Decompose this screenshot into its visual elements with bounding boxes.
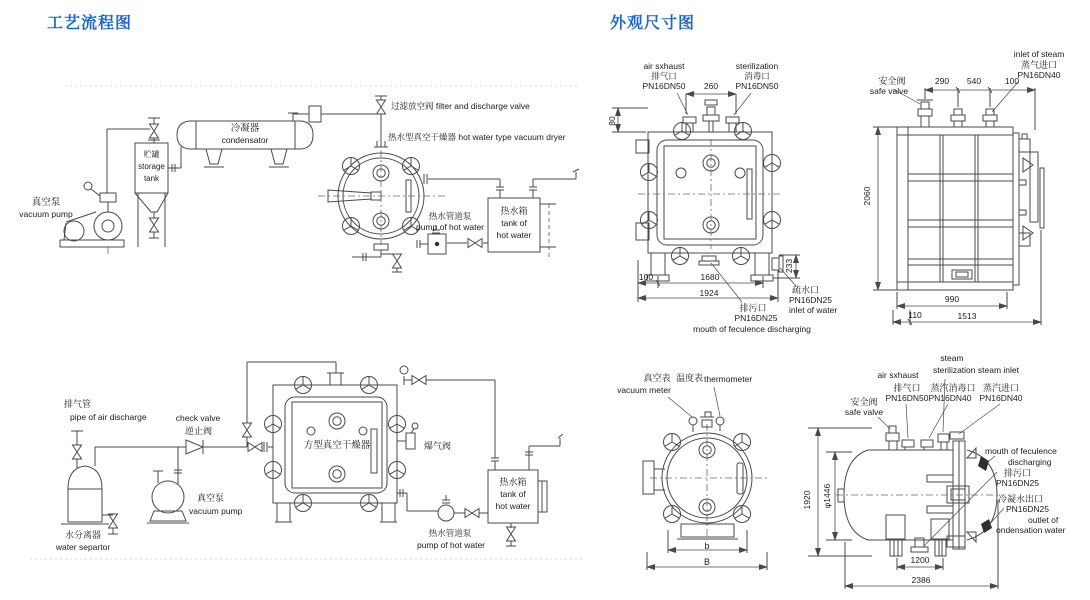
label-storage-tank-en2: tank	[143, 174, 160, 183]
label-rs-condensation-cn: 冷凝水出口	[998, 494, 1044, 504]
label-vacuum-pump2-en: vacuum pump	[189, 506, 243, 516]
label-fv-drain-cn: 疏水口	[792, 285, 820, 295]
section-title-dimensions: 外观尺寸图	[610, 15, 696, 32]
dim-sv-990: 990	[944, 294, 960, 304]
air-discharge-symbol	[71, 431, 83, 468]
label-fv-blowdown-en: mouth of feculence discharging	[693, 324, 811, 334]
label-rs-condensation-en2: ondensation water	[996, 525, 1066, 535]
label-storage-tank-en1: storage	[138, 162, 165, 171]
label-rs-safe-valve-en: safe valve	[844, 407, 884, 417]
label-condensator-cn: 冷凝器	[230, 123, 260, 134]
label-hot-water-tank-en2: hot water	[496, 230, 532, 240]
label-fv-sterilization-en: sterilization	[735, 61, 779, 71]
label-hot-water-tank-en1: tank of	[501, 218, 527, 228]
label-rs-air-exhaust-cn: 排气口	[893, 383, 921, 393]
label-fv-blowdown-cn: 排污口	[739, 303, 767, 313]
dryer-inlet-valves-symbol	[243, 362, 337, 452]
label-rs-feculence-cn: 排污口	[1004, 468, 1032, 478]
label-sv-steam-inlet-cn: 蒸气进口	[1020, 60, 1057, 70]
dim-sv-540: 540	[966, 76, 982, 86]
label-fv-air-exhaust-pn: PN16DN50	[642, 81, 686, 91]
label-fv-air-exhaust-en: air sxhaust	[643, 61, 685, 71]
dim-sv-100: 100	[1004, 76, 1020, 86]
label-sv-safe-valve-cn: 安全阀	[878, 76, 906, 86]
label-sv-steam-inlet-pn: PN16DN40	[1017, 70, 1061, 80]
label-hot-water-tank2-cn: 热水箱	[499, 477, 527, 487]
section-title-process-flow: 工艺流程图	[47, 15, 133, 32]
label-fv-drain-en: inlet of water	[789, 305, 838, 315]
vacuum-pump2-symbol	[147, 447, 189, 523]
label-rs-air-exhaust-en: air sxhaust	[877, 370, 919, 380]
check-valve-symbol	[95, 440, 247, 454]
dim-sv-110: 110	[908, 310, 922, 320]
label-vacuum-pump2-cn: 真空泵	[197, 493, 225, 503]
filter-discharge-valve-symbol	[293, 96, 387, 147]
label-hot-water-pump-cn: 热水管道泵	[428, 211, 472, 221]
dim-front-view	[612, 93, 800, 302]
dim-rs-2386: 2386	[911, 575, 931, 585]
label-rf-vacuum-meter-cn: 真空表	[643, 373, 671, 383]
label-rf-vacuum-meter-en: vacuum meter	[617, 385, 671, 395]
label-rs-steam-ster-cn: 蒸汽消毒口	[930, 383, 976, 393]
label-water-separator-en: water separtor	[55, 542, 111, 552]
dim-fv-1680: 1680	[700, 272, 720, 282]
label-aeration-valve-cn: 爆气阀	[424, 441, 452, 451]
dim-fv-100: 100	[638, 272, 654, 282]
label-check-valve-en: check valve	[175, 413, 221, 423]
label-rs-steam1: steam	[940, 353, 964, 363]
label-rs-air-exhaust-pn: PN16DN50	[885, 393, 929, 403]
dim-sv-1513: 1513	[957, 311, 977, 321]
dim-sv-2060: 2060	[862, 186, 873, 206]
label-hot-water-tank2-en2: hot water	[495, 501, 531, 511]
label-hot-water-pump2-en: pump of hot water	[416, 540, 486, 550]
label-air-pipe-en: pipe of air discharge	[70, 412, 147, 422]
label-filter-valve: 过滤放空阀 filter and discharge valve	[391, 101, 530, 111]
relief-elbow-symbol	[400, 366, 499, 470]
label-rs-feculence-en1: mouth of feculence	[985, 446, 1057, 456]
dim-side-view	[873, 82, 1044, 325]
dim-fv-233: 233	[784, 258, 795, 274]
dim-rf-b: b	[704, 541, 710, 551]
label-vacuum-pump-cn: 真空泵	[31, 197, 61, 208]
dim-rs-1920: 1920	[802, 490, 813, 510]
label-rs-feculence-en2: discharging	[1008, 457, 1052, 467]
label-hot-water-tank-cn: 热水箱	[500, 206, 528, 216]
label-rf-thermometer-en: thermometer	[704, 374, 753, 384]
dim-sv-290: 290	[934, 76, 950, 86]
label-square-dryer-cn: 方型真空干燥器	[303, 440, 371, 451]
label-rs-condensation-pn: PN16DN25	[1006, 504, 1049, 514]
label-rs-steam-ster-pn: PN16DN40	[928, 393, 972, 403]
label-storage-tank-cn: 贮罐	[143, 150, 160, 159]
flow-top-diagram	[60, 96, 579, 272]
label-vacuum-pump-en: vacuum pump	[19, 209, 73, 219]
label-hot-water-pump2-cn: 热水管道泵	[428, 528, 472, 538]
label-water-separator-cn: 水分离器	[64, 530, 101, 540]
label-rs-steam-inlet-cn: 蒸汽进口	[982, 383, 1019, 393]
label-fv-sterilization-cn: 消毒口	[744, 71, 770, 81]
label-condensator-en: condensator	[221, 135, 269, 145]
label-rs-steam-inlet-pn: PN16DN40	[979, 393, 1023, 403]
label-rs-condensation-en1: outlet of	[1028, 515, 1059, 525]
label-sv-safe-valve-en: safe valve	[869, 86, 909, 96]
label-sv-steam-inlet-en: inlet of steam	[1013, 49, 1065, 59]
label-fv-drain-pn: PN16DN25	[789, 295, 832, 305]
dim-rs-1446: φ1446	[822, 483, 833, 509]
aeration-valve-symbol	[397, 423, 418, 449]
label-rs-steam2: sterilization steam inlet	[933, 365, 1019, 375]
dim-rf-B: B	[703, 557, 710, 567]
label-rf-thermometer-cn: 温度表	[676, 373, 704, 383]
dim-rs-1200: 1200	[910, 555, 930, 565]
label-fv-sterilization-pn: PN16DN50	[735, 81, 779, 91]
dim-fv-80: 80	[607, 116, 618, 126]
label-air-pipe-cn: 排气管	[64, 399, 92, 409]
label-rs-feculence-pn: PN16DN25	[996, 478, 1039, 488]
label-check-valve-cn: 逆止阀	[184, 426, 212, 436]
label-fv-blowdown-pn: PN16DN25	[734, 313, 778, 323]
label-rs-safe-valve-cn: 安全阀	[850, 397, 878, 407]
flow-bottom-diagram	[61, 362, 563, 546]
water-separator-symbol	[61, 447, 118, 534]
label-fv-air-exhaust-cn: 排气口	[651, 71, 677, 81]
dim-fv-1924: 1924	[699, 288, 719, 298]
label-hot-water-dryer: 热水型真空干燥器 hot water type vacuum dryer	[388, 132, 566, 142]
label-hot-water-pump-en: pump of hot water	[415, 222, 485, 232]
dim-fv-260: 260	[703, 81, 719, 91]
side-door-hardware	[1013, 133, 1044, 285]
label-hot-water-tank2-en1: tank of	[500, 489, 526, 499]
